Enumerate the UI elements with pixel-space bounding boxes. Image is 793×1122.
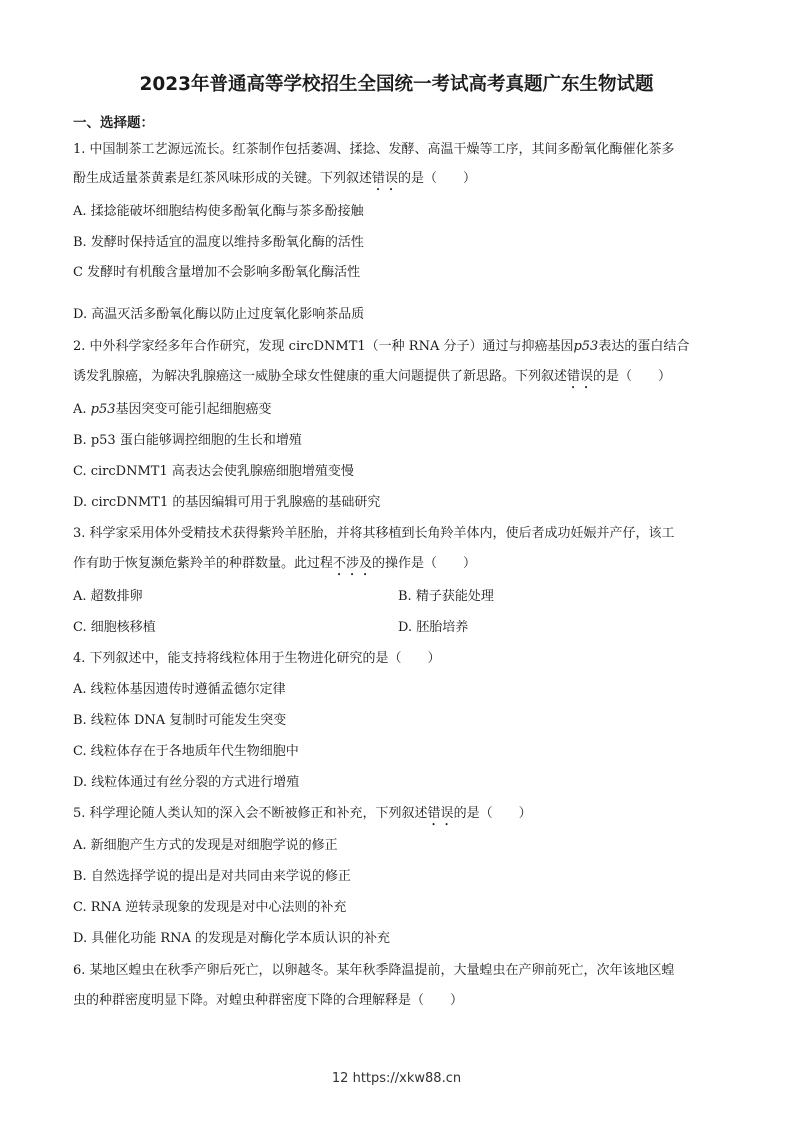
- q4-option-c: C. 线粒体存在于各地质年代生物细胞中: [73, 744, 299, 759]
- q2-option-d: D. circDNMT1 的基因编辑可用于乳腺癌的基础研究: [73, 495, 381, 510]
- q3-stem-text: 作有助于恢复濒危紫羚羊的种群数量。此过程: [73, 556, 334, 571]
- q6-stem-line1: 6. 某地区蝗虫在秋季产卵后死亡，以卵越冬。某年秋季降温提前，大量蝗虫在产卵前死亡，次年该地区蝗: [73, 963, 675, 978]
- q4-option-b: B. 线粒体 DNA 复制时可能发生突变: [73, 713, 287, 728]
- q1-option-d: D. 高温灭活多酚氧化酶以防止过度氧化影响茶品质: [73, 307, 365, 322]
- q4-stem: 4. 下列叙述中，能支持将线粒体用于生物进化研究的是（ ）: [73, 651, 441, 666]
- q3-option-a: A. 超数排卵: [73, 589, 143, 604]
- q1-stem-tail: 的是（ ）: [398, 171, 477, 186]
- q1-option-b: B. 发酵时保持适宜的温度以维持多酚氧化酶的活性: [73, 235, 364, 250]
- q1-stem-line2: [73, 170, 476, 194]
- q6-stem-line2: 虫的种群密度明显下降。对蝗虫种群密度下降的合理解释是（ ）: [73, 993, 464, 1008]
- q5-option-b: B. 自然选择学说的提出是对共同由来学说的修正: [73, 869, 351, 884]
- q1-stem-text: 酚生成适量茶黄素是红茶风味形成的关键。下列叙述: [73, 171, 373, 186]
- q2-stem-tail: 表达的蛋白结合: [598, 339, 690, 354]
- q5-stem-tail: 的是（ ）: [453, 806, 532, 821]
- q2-stem-line1: [73, 338, 689, 356]
- q2-emphasis: 错误: [567, 369, 594, 384]
- q4-option-d: D. 线粒体通过有丝分裂的方式进行增殖: [73, 775, 300, 790]
- q2-option-b: B. p53 蛋白能够调控细胞的生长和增殖: [73, 433, 302, 448]
- q3-stem-line1: 3. 科学家采用体外受精技术获得紫羚羊胚胎，并将其移植到长角羚羊体内，使后者成功妊娠并产仔，该工: [73, 526, 675, 541]
- q2-stem-line2: [73, 368, 671, 392]
- q2-stem-tail2: 的是（ ）: [593, 369, 672, 384]
- q2-option-a-text: 基因突变可能引起细胞癌变: [115, 402, 272, 417]
- q2-option-c: C. circDNMT1 高表达会使乳腺癌细胞增殖变慢: [73, 464, 354, 479]
- q5-emphasis: 错误: [427, 806, 454, 821]
- q3-stem-tail: 的操作是（ ）: [372, 556, 477, 571]
- q2-gene-name: p53: [573, 339, 599, 354]
- q2-stem-text2: 诱发乳腺癌，为解决乳腺癌这一威胁全球女性健康的重大问题提供了新思路。下列叙述: [73, 369, 568, 384]
- q3-emphasis: 不涉及: [333, 556, 373, 571]
- q2-option-a-prefix: A.: [73, 402, 91, 417]
- q3-stem-line2: [73, 555, 476, 579]
- page-title: 2023年普通高等学校招生全国统一考试高考真题广东生物试题: [139, 74, 654, 95]
- q5-stem: [73, 805, 532, 829]
- q5-option-a: A. 新细胞产生方式的发现是对细胞学说的修正: [73, 838, 338, 853]
- q1-option-c: C 发酵时有机酸含量增加不会影响多酚氧化酶活性: [73, 265, 361, 280]
- q3-option-c: C. 细胞核移植: [73, 620, 156, 635]
- q2-option-a-gene: p53: [90, 402, 116, 417]
- page-footer: 12 https://xkw88.cn: [331, 1071, 462, 1086]
- q2-stem-text: 2. 中外科学家经多年合作研究，发现 circDNMT1（一种 RNA 分子）通过与抑癌基因: [73, 339, 574, 354]
- q2-option-a: [73, 401, 272, 419]
- section-heading: 一、选择题：: [73, 115, 154, 131]
- q3-option-d: D. 胚胎培养: [398, 620, 469, 635]
- q1-stem-line1: 1. 中国制茶工艺源远流长。红茶制作包括萎凋、揉捻、发酵、高温干燥等工序，其间多酚氧化酶催化茶多: [73, 142, 675, 157]
- q4-option-a: A. 线粒体基因遗传时遵循孟德尔定律: [73, 682, 286, 697]
- q1-option-a: A. 揉捻能破坏细胞结构使多酚氧化酶与茶多酚接触: [73, 204, 364, 219]
- q5-option-d: D. 具催化功能 RNA 的发现是对酶化学本质认识的补充: [73, 931, 391, 946]
- q5-option-c: C. RNA 逆转录现象的发现是对中心法则的补充: [73, 900, 347, 915]
- q3-option-b: B. 精子获能处理: [398, 589, 494, 604]
- q1-emphasis: 错误: [372, 171, 399, 186]
- q5-stem-text: 5. 科学理论随人类认知的深入会不断被修正和补充，下列叙述: [73, 806, 428, 821]
